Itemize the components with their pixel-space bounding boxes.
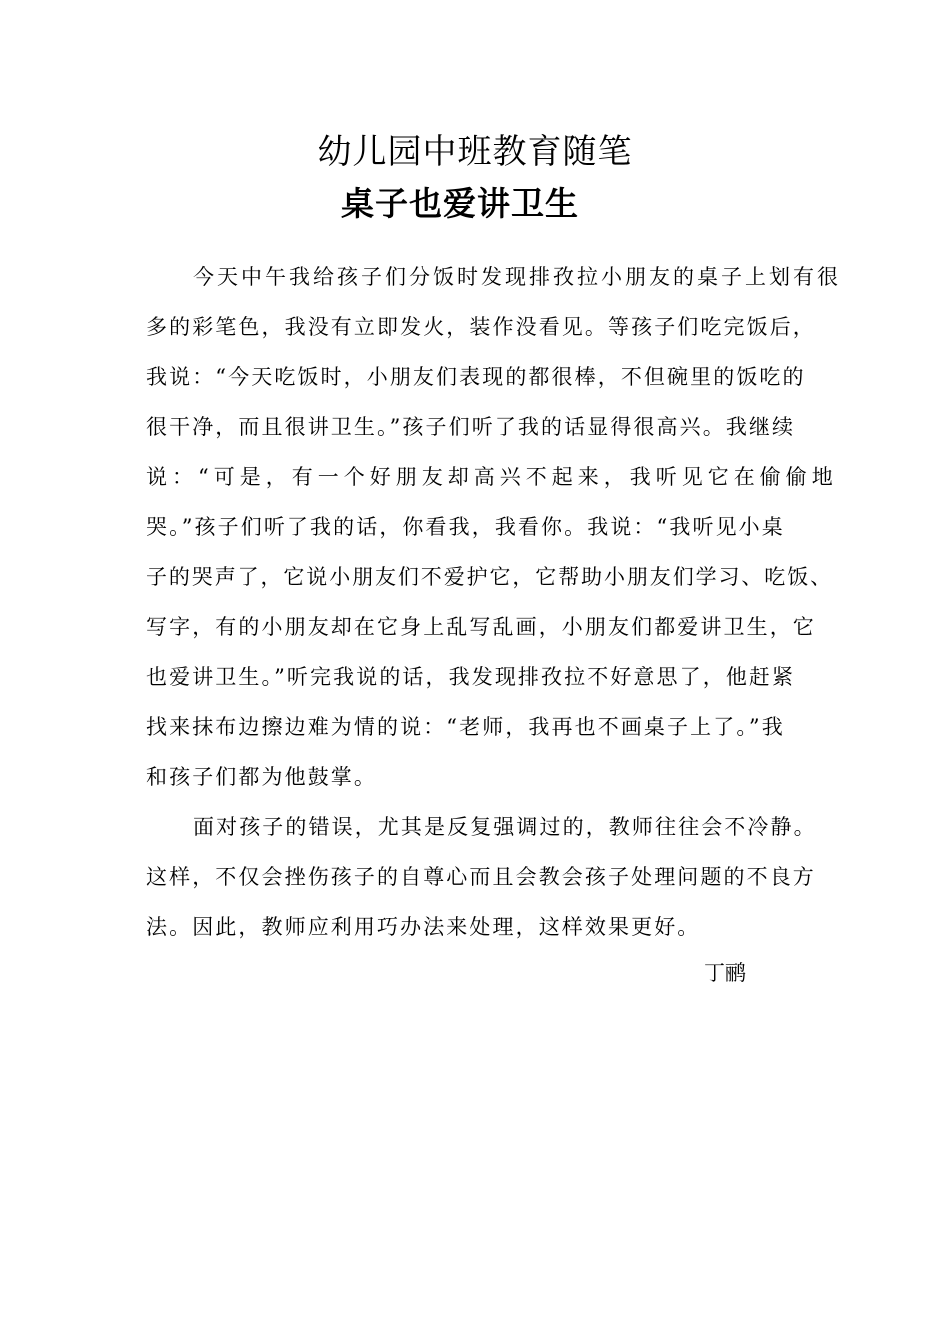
- body-line-3: 我说：“今天吃饭时，小朋友们表现的都很棒，不但碗里的饭吃的: [146, 365, 806, 389]
- body-line-12: 面对孩子的错误，尤其是反复强调过的，教师往往会不冷静。: [193, 815, 817, 839]
- body-line-14: 法。因此，教师应利用巧办法来处理，这样效果更好。: [146, 915, 701, 939]
- document-title: 幼儿园中班教育随笔: [317, 132, 633, 172]
- body-line-11: 和孩子们都为他鼓掌。: [146, 765, 377, 789]
- body-line-7: 子的哭声了，它说小朋友们不爱护它，它帮助小朋友们学习、吃饭、: [146, 565, 833, 589]
- body-line-5: 说：“可是，有一个好朋友却高兴不起来，我听见它在偷偷地: [146, 465, 838, 489]
- body-line-2: 多的彩笔色，我没有立即发火，装作没看见。等孩子们吃完饭后，: [146, 315, 816, 339]
- body-line-6: 哭。”孩子们听了我的话，你看我，我看你。我说：“我听见小桌: [146, 515, 785, 539]
- body-line-13: 这样，不仅会挫伤孩子的自尊心而且会教会孩子处理问题的不良方: [146, 865, 816, 889]
- body-line-4: 很干净，而且很讲卫生。”孩子们听了我的话显得很高兴。我继续: [146, 415, 796, 439]
- body-line-8: 写字，有的小朋友却在它身上乱写乱画，小朋友们都爱讲卫生，它: [146, 615, 816, 639]
- body-line-10: 找来抹布边擦边难为情的说：“老师，我再也不画桌子上了。”我: [146, 715, 785, 739]
- document-subtitle: 桌子也爱讲卫生: [341, 184, 579, 223]
- body-line-1: 今天中午我给孩子们分饭时发现排孜拉小朋友的桌子上划有很: [193, 265, 841, 289]
- body-line-9: 也爱讲卫生。”听完我说的话，我发现排孜拉不好意思了，他赶紧: [146, 665, 796, 689]
- author-signature: 丁鹂: [704, 961, 746, 985]
